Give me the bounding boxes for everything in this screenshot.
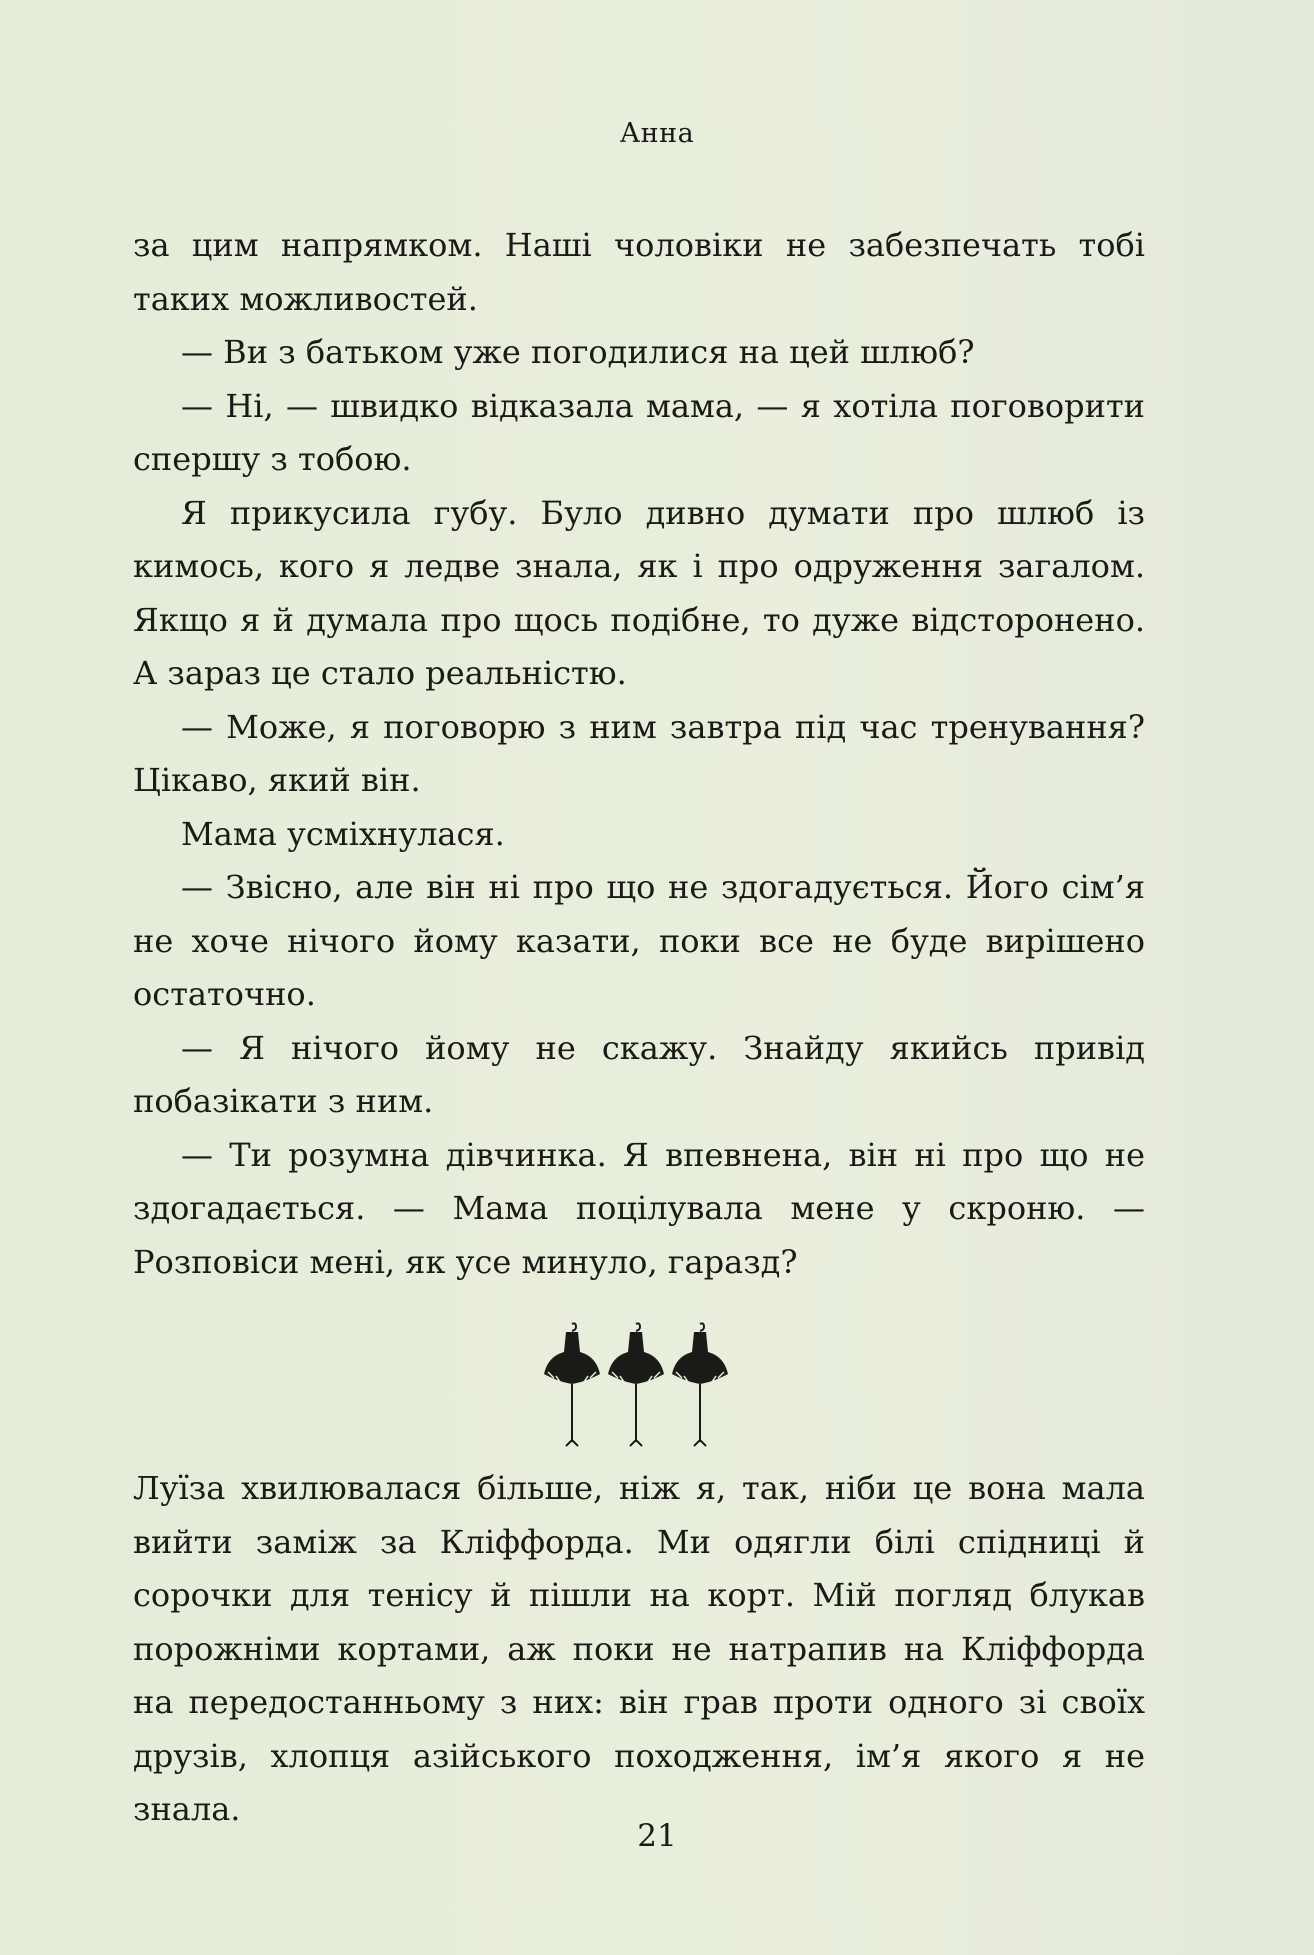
text-block-bottom (133, 1462, 1145, 1837)
tutu-dress-icon (544, 1323, 600, 1446)
paragraph: — Може, я поговорю з ним завтра під час тренування? Цікаво, який він. (133, 707, 1145, 799)
tutu-dress-icon (672, 1323, 728, 1446)
paragraph: — Ти розумна дівчинка. Я впевнена, він ні про що не здогадається. — Мама поцілувала мене у скроню. — Розповіси мені, як усе минуло, гаразд? (133, 1135, 1145, 1281)
page-number: 21 (637, 1818, 677, 1854)
paragraph: Я прикусила губу. Було дивно думати про шлюб із кимось, кого я ледве знала, як і про одруження загалом. Якщо я й думала про щось подібне, то дуже відсторонено. А зараз це стало реальністю. (133, 493, 1145, 692)
text-block-top (133, 219, 1145, 1289)
paragraph: Мама усміхнулася. (181, 814, 505, 853)
paragraph: — Звісно, але він ні про що не здогадується. Його сім’я не хоче нічого йому казати, поки все не буде вирішено остаточно. (133, 868, 1145, 1013)
paragraph: — Я нічого йому не скажу. Знайду якийсь привід побазікати з ним. (133, 1028, 1145, 1120)
tutu-dresses-ornament-icon (544, 1322, 744, 1452)
paragraph: — Ви з батьком уже погодилися на цей шлюб? (181, 333, 975, 371)
tutu-dress-icon (608, 1323, 664, 1446)
running-head: Анна (619, 118, 695, 149)
paragraph: за цим напрямком. Наші чоловіки не забезпечать тобі таких можливостей. (133, 226, 1145, 318)
paragraph: — Ні, — швидко відказала мама, — я хотіла поговорити спершу з тобою. (133, 386, 1145, 478)
paragraph: Луїза хвилювалася більше, ніж я, так, ніби це вона мала вийти заміж за Кліффорда. Ми одягли білі спідниці й сорочки для тенісу й пішли на корт. Мій погляд блукав порожніми кортами, аж поки не натрапив на Кліффорда на передостанньому з них: він грав проти одного зі своїх друзів, хлопця азійського походження, ім’я якого я не знала. (133, 1469, 1145, 1828)
